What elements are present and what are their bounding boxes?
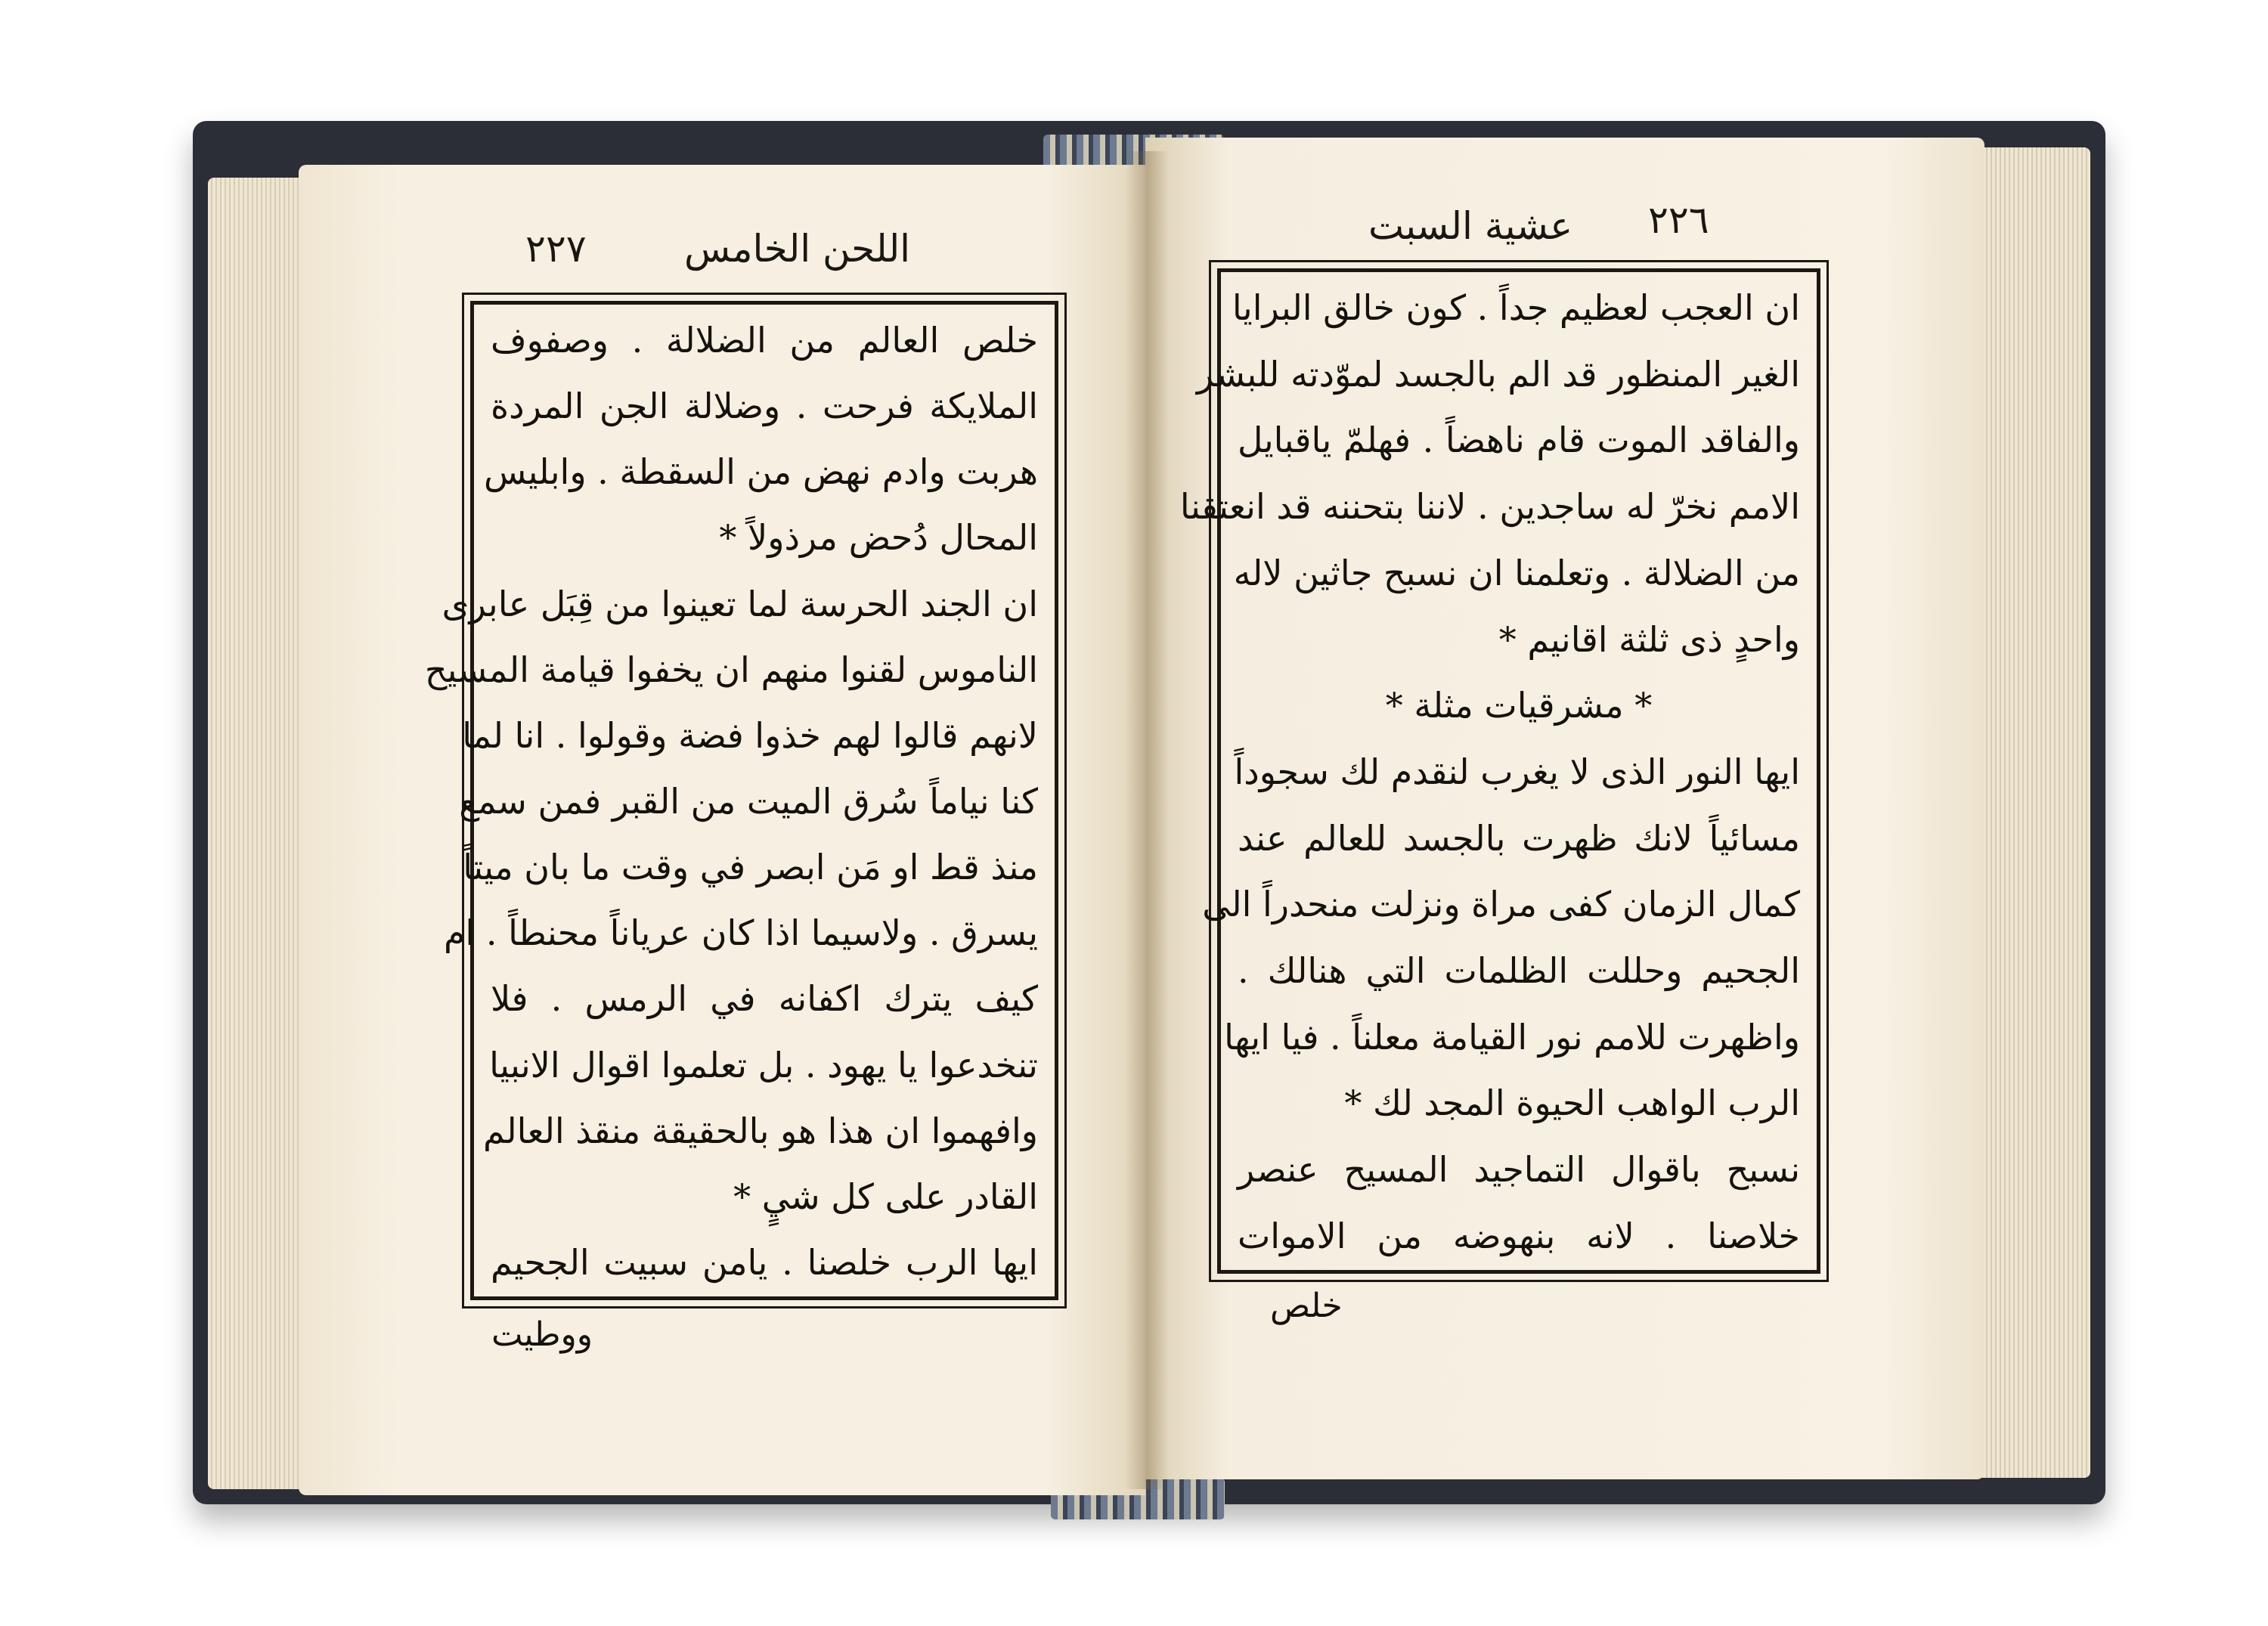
text-line: الرب الواهب الحيوة المجد لك * xyxy=(1344,1082,1800,1124)
section-heading: * مشرقيات مثلة * xyxy=(1385,685,1653,726)
left-catchword: ووطيت xyxy=(491,1315,593,1354)
right-running-title: عشية السبت xyxy=(1368,204,1573,248)
page-edges-left xyxy=(208,178,314,1489)
text-line: القادر على كل شيٍ * xyxy=(733,1175,1038,1217)
right-page-number: ٢٢٦ xyxy=(1648,198,1709,242)
left-text-block xyxy=(424,314,1038,1289)
text-line: والفاقد الموت قام ناهضاً . فهلمّ ياقبايل xyxy=(1238,420,1800,461)
right-catchword: خلص xyxy=(1270,1287,1343,1325)
book-gutter xyxy=(1125,151,1169,1489)
text-line: لانهم قالوا لهم خذوا فضة وقولوا . انا لما xyxy=(462,714,1038,756)
left-text-frame xyxy=(424,301,1058,1300)
right-text-frame xyxy=(1179,268,1820,1274)
text-line: مسائياً لانك ظهرت بالجسد للعالم عند xyxy=(1238,817,1800,859)
text-line: تنخدعوا يا يهود . بل تعلموا اقوال الانبيا xyxy=(489,1044,1038,1086)
text-line: يسرق . ولاسيما اذا كان عرياناً محنطاً . ام xyxy=(443,912,1038,954)
text-line: الجحيم وحللت الظلمات التي هنالك . xyxy=(1238,950,1800,992)
text-line: واظهرت للامم نور القيامة معلناً . فيا ايها xyxy=(1224,1016,1800,1058)
text-line: من الضلالة . وتعلمنا ان نسبح جاثين لاله xyxy=(1233,552,1800,593)
text-line: كمال الزمان كفى مراة ونزلت منحدراً الى xyxy=(1202,884,1800,925)
text-line: واحدٍ ذى ثلثة اقانيم * xyxy=(1498,618,1800,660)
text-line: خلاصنا . لانه بنهوضه من الاموات xyxy=(1238,1215,1800,1256)
text-line: الملايكة فرحت . وضلالة الجن المردة xyxy=(491,386,1038,427)
text-line: ايها النور الذى لا يغرب لنقدم لك سجوداً xyxy=(1234,751,1800,792)
text-line: منذ قط او مَن ابصر في وقت ما بان ميتاً xyxy=(463,847,1038,888)
left-page-number: ٢٢٧ xyxy=(525,227,587,271)
text-line: هربت وادم نهض من السقطة . وابليس xyxy=(484,451,1038,493)
text-line: كنا نياماً سُرق الميت من القبر فمن سمع xyxy=(459,780,1038,822)
text-line: ان العجب لعظيم جداً . كون خالق البرايا xyxy=(1232,287,1800,328)
text-line: الغير المنظور قد الم بالجسد لموّدته للبشر xyxy=(1196,353,1800,395)
text-line: كيف يترك اكفانه في الرمس . فلا xyxy=(491,978,1038,1020)
text-line: الناموس لقنوا منهم ان يخفوا قيامة المسيح xyxy=(424,649,1038,690)
text-line: ان الجند الحرسة لما تعينوا من قِبَل عابرى xyxy=(442,583,1038,624)
text-line: ايها الرب خلصنا . يامن سبيت الجحيم xyxy=(491,1241,1038,1283)
text-line: نسبح باقوال التماجيد المسيح عنصر xyxy=(1238,1149,1800,1191)
text-line: المحال دُحض مرذولاً * xyxy=(719,517,1038,559)
text-line: خلص العالم من الضلالة . وصفوف xyxy=(491,320,1038,361)
text-line: الامم نخرّ له ساجدين . لاننا بتحننه قد انعتقنا xyxy=(1179,486,1800,528)
left-running-title: اللحن الخامس xyxy=(684,227,911,271)
text-line: وافهموا ان هذا هو بالحقيقة منقذ العالم xyxy=(482,1110,1038,1151)
right-text-block xyxy=(1179,281,1800,1262)
